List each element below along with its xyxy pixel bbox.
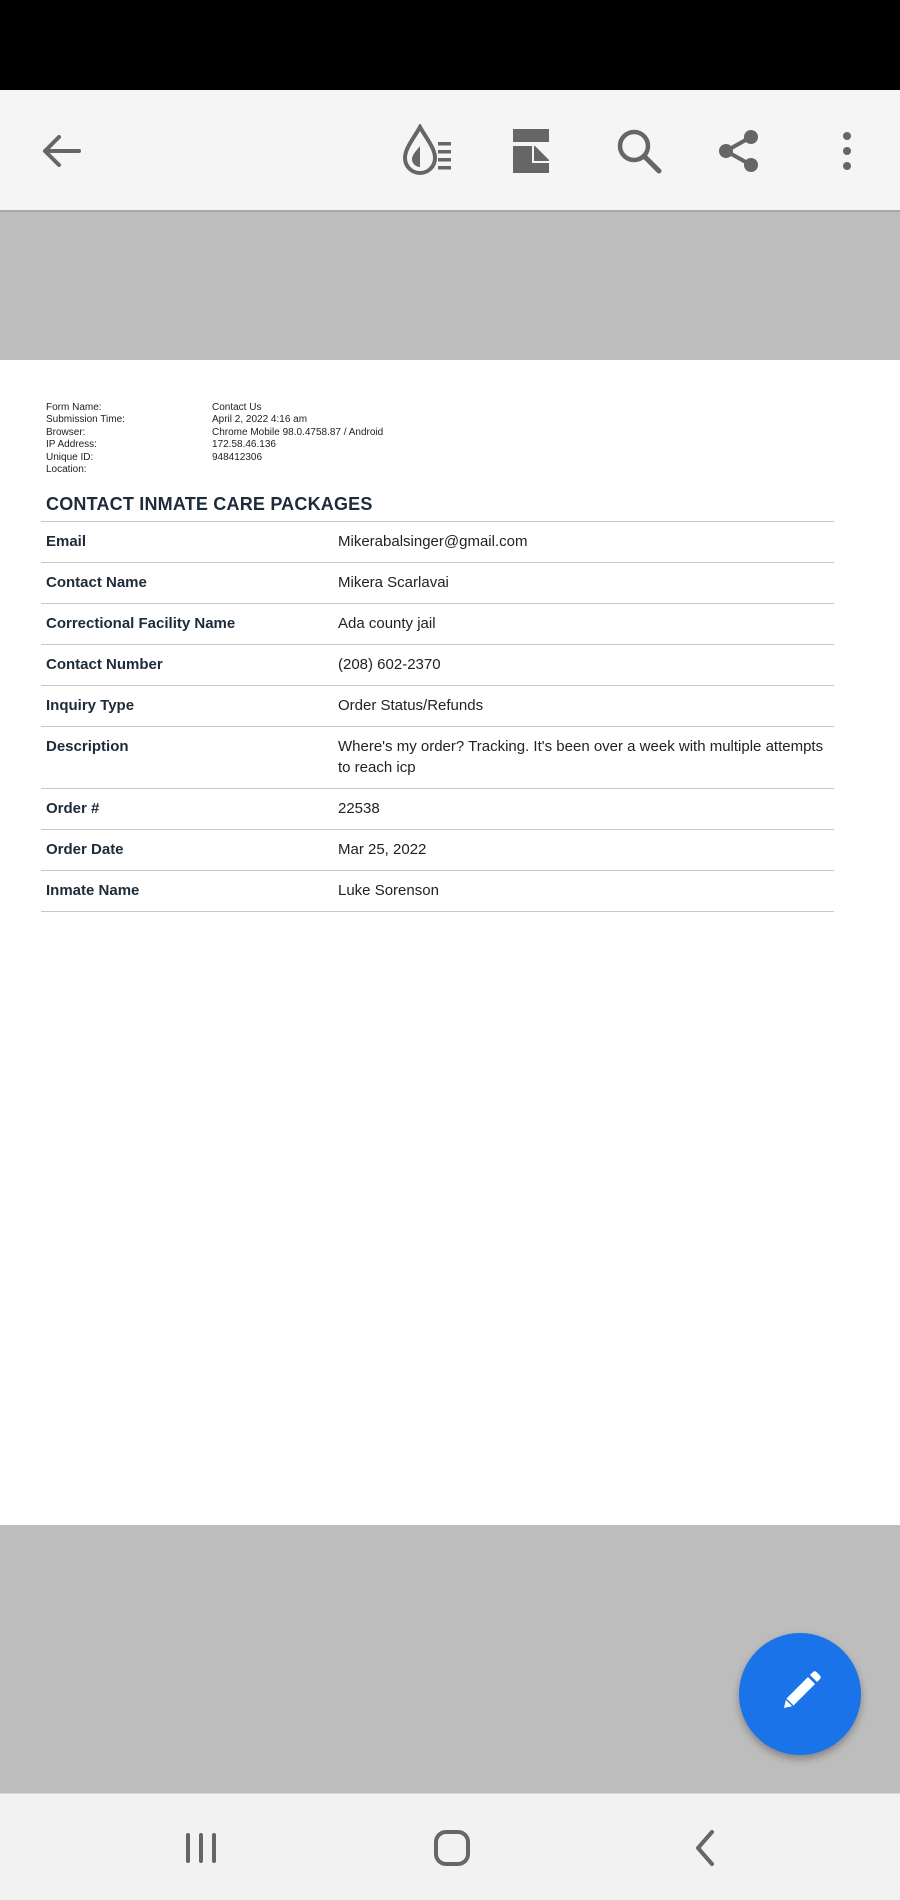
- meta-value: 172.58.46.136: [212, 439, 276, 451]
- meta-row: [46, 452, 383, 464]
- field-key: Inquiry Type: [46, 697, 135, 714]
- pdf-page: [0, 360, 900, 1525]
- meta-value: April 2, 2022 4:16 am: [212, 414, 308, 426]
- reading-mode-icon[interactable]: [499, 119, 563, 183]
- home-icon[interactable]: [422, 1818, 482, 1878]
- table-row: [41, 789, 834, 830]
- field-value: 22538: [338, 800, 380, 817]
- pencil-icon: [776, 1668, 824, 1721]
- meta-row: [46, 439, 383, 451]
- table-row: [41, 522, 834, 563]
- meta-row: [46, 402, 383, 414]
- field-key: Contact Number: [46, 656, 163, 673]
- more-vert-icon[interactable]: [815, 119, 879, 183]
- fields-table: [41, 521, 834, 912]
- meta-label: Location:: [46, 464, 87, 476]
- meta-value: Chrome Mobile 98.0.4758.87 / Android: [212, 426, 384, 438]
- form-title: CONTACT INMATE CARE PACKAGES: [46, 494, 373, 514]
- field-key: Correctional Facility Name: [46, 615, 236, 632]
- meta-label: Submission Time:: [46, 414, 125, 426]
- status-bar: [0, 0, 900, 90]
- field-value: Mar 25, 2022: [338, 841, 427, 858]
- toolbar: [0, 90, 900, 212]
- meta-label: Browser:: [46, 426, 86, 438]
- field-key: Email: [46, 533, 87, 550]
- meta-row: [46, 414, 383, 426]
- meta-row: [46, 464, 383, 476]
- edit-fab-button[interactable]: [739, 1633, 861, 1755]
- meta-label: Form Name:: [46, 402, 102, 413]
- field-value: Mikerabalsinger@gmail.com: [338, 533, 528, 550]
- table-row: [41, 563, 834, 604]
- back-icon[interactable]: [675, 1818, 735, 1878]
- meta-label: Unique ID:: [46, 451, 94, 463]
- table-row: [41, 686, 834, 727]
- table-row: [41, 871, 834, 912]
- field-value: Order Status/Refunds: [338, 697, 484, 714]
- meta-value: Contact Us: [212, 402, 262, 413]
- page-gap-top: [0, 212, 900, 360]
- table-row: [41, 604, 834, 645]
- field-key: Inmate Name: [46, 882, 140, 899]
- search-icon[interactable]: [607, 119, 671, 183]
- table-row: [41, 645, 834, 686]
- field-value: Ada county jail: [338, 615, 436, 632]
- field-value: Mikera Scarlavai: [338, 574, 449, 591]
- field-key: Order #: [46, 800, 100, 817]
- table-row: [41, 830, 834, 871]
- back-arrow-icon[interactable]: [29, 119, 93, 183]
- field-value: Luke Sorenson: [338, 882, 439, 899]
- field-value: Where's my order? Tracking. It's been over a week with multiple attempts to reach icp: [338, 738, 824, 776]
- ink-drop-icon[interactable]: [395, 119, 459, 183]
- share-icon[interactable]: [707, 119, 771, 183]
- field-key: Order Date: [46, 841, 124, 858]
- recent-apps-icon[interactable]: [171, 1818, 231, 1878]
- table-row: [41, 727, 834, 789]
- meta-row: [46, 427, 383, 439]
- system-nav-bar: [0, 1793, 900, 1900]
- meta-value: 948412306: [212, 451, 263, 463]
- submission-meta: [46, 402, 383, 476]
- field-key: Description: [46, 738, 129, 755]
- meta-label: IP Address:: [46, 439, 97, 451]
- field-value: (208) 602-2370: [338, 656, 441, 673]
- field-key: Contact Name: [46, 574, 147, 591]
